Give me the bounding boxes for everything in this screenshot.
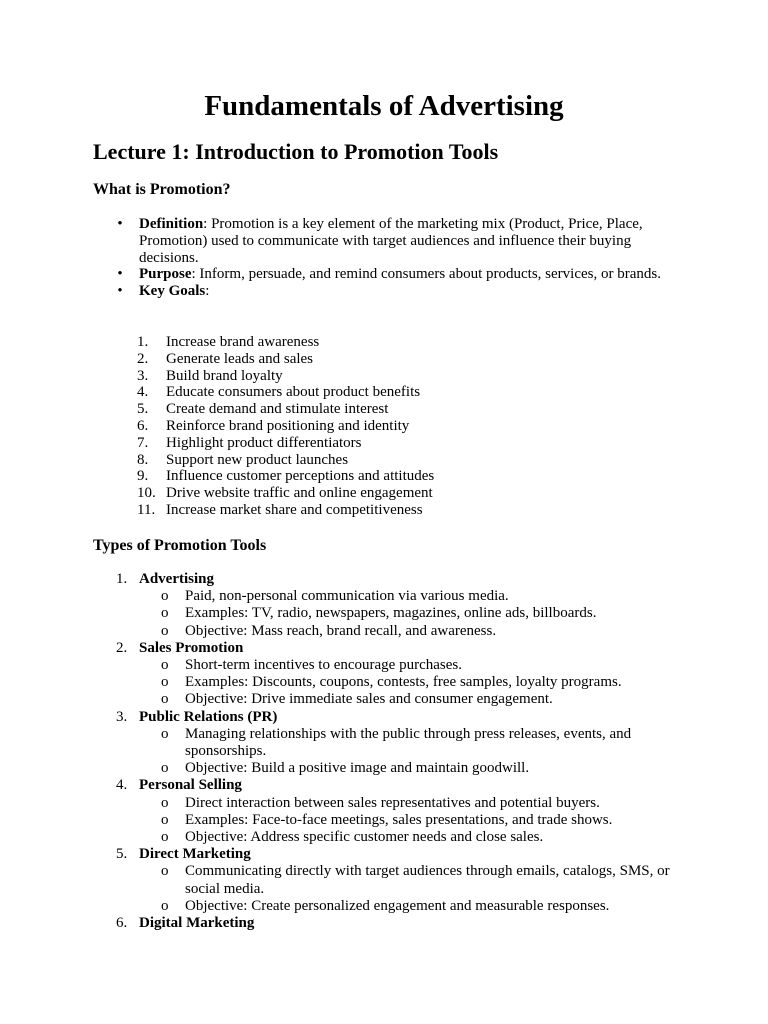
promotion-tool-item: [93, 640, 683, 709]
promotion-tool-item: [93, 571, 683, 640]
bullet-definition: [93, 216, 673, 266]
purpose-term: Purpose: [139, 266, 192, 283]
tool-detail-text: Objective: Build a positive image and maintain goodwill.: [185, 760, 530, 777]
goal-item: [93, 485, 434, 502]
goal-text: Educate consumers about product benefits: [166, 384, 421, 401]
tool-detail-text: Objective: Drive immediate sales and consumer engagement.: [185, 691, 553, 708]
goal-number: 11.: [137, 501, 156, 518]
bullet-marker: •: [117, 266, 123, 283]
tool-name: Advertising: [139, 571, 214, 587]
tool-name: Sales Promotion: [139, 639, 244, 656]
goal-text: Increase market share and competitiveness: [166, 501, 423, 518]
goal-text: Support new product launches: [166, 451, 349, 468]
tool-detail-item: [139, 898, 683, 915]
goal-number: 7.: [137, 434, 149, 451]
goal-text: Generate leads and sales: [166, 350, 314, 367]
goal-number: 8.: [137, 451, 149, 468]
goal-item: [93, 502, 434, 519]
promotion-tool-item: [93, 777, 683, 846]
goal-text: Increase brand awareness: [166, 334, 320, 350]
goal-number: 2.: [137, 350, 149, 367]
tool-number: 4.: [116, 777, 128, 794]
tool-detail-list: [139, 863, 683, 915]
goal-text: Reinforce brand positioning and identity: [166, 417, 410, 434]
tool-name: Direct Marketing: [139, 846, 251, 863]
tool-name: Personal Selling: [139, 777, 242, 794]
goal-item: [93, 418, 434, 435]
sub-bullet-marker: o: [161, 588, 169, 605]
tool-detail-list: [139, 726, 683, 778]
sub-bullet-marker: o: [161, 794, 169, 811]
goal-text: Highlight product differentiators: [166, 434, 362, 451]
tool-detail-text: Objective: Create personalized engagement and measurable responses.: [185, 897, 610, 914]
document-title: Fundamentals of Advertising: [204, 90, 564, 122]
bullet-marker: •: [117, 216, 123, 232]
tool-detail-item: [139, 812, 683, 829]
tool-detail-item: [139, 623, 683, 640]
tool-number: 3.: [116, 708, 128, 725]
goal-text: Create demand and stimulate interest: [166, 401, 389, 418]
promotion-tool-item: [93, 709, 683, 778]
tool-detail-item: [139, 674, 683, 691]
tool-detail-text: Examples: TV, radio, newspapers, magazines, online ads, billboards.: [185, 605, 597, 622]
sub-bullet-marker: o: [161, 622, 169, 639]
tool-detail-item: [139, 726, 683, 760]
goal-text: Influence customer perceptions and attitudes: [166, 468, 435, 485]
sub-bullet-marker: o: [161, 691, 169, 708]
sub-bullet-marker: o: [161, 897, 169, 914]
section-heading-what-is-promotion: What is Promotion?: [93, 181, 231, 198]
tool-detail-item: [139, 863, 683, 897]
promotion-bullet-list: [93, 216, 673, 300]
sub-bullet-marker: o: [161, 811, 169, 828]
key-goals-list: [93, 334, 434, 519]
tool-name: Public Relations (PR): [139, 708, 278, 725]
key-goals-text: :: [205, 283, 210, 300]
goal-number: 9.: [137, 468, 149, 485]
goal-item: [93, 368, 434, 385]
goal-item: [93, 334, 434, 351]
promotion-tool-item: [93, 846, 683, 915]
tool-detail-item: [139, 657, 683, 674]
tool-detail-item: [139, 795, 683, 812]
goal-text: Drive website traffic and online engagement: [166, 485, 433, 502]
sub-bullet-marker: o: [161, 674, 169, 691]
goal-number: 10.: [137, 485, 156, 502]
tool-detail-item: [139, 691, 683, 708]
tool-detail-text: Communicating directly with target audiences through emails, catalogs, SMS, or social media.: [185, 863, 670, 897]
tool-number: 2.: [116, 639, 128, 656]
sub-bullet-marker: o: [161, 863, 169, 880]
sub-bullet-marker: o: [161, 725, 169, 742]
lecture-title: Lecture 1: Introduction to Promotion Tools: [93, 139, 499, 164]
tool-number: 6.: [116, 915, 128, 932]
goal-number: 4.: [137, 384, 149, 401]
goal-item: [93, 384, 434, 401]
bullet-purpose: [93, 266, 673, 283]
bullet-key-goals: [93, 283, 673, 300]
sub-bullet-marker: o: [161, 760, 169, 777]
tool-name: Digital Marketing: [139, 915, 255, 932]
tool-detail-item: [139, 588, 683, 605]
tool-detail-text: Paid, non-personal communication via various media.: [185, 588, 509, 605]
goal-item: [93, 351, 434, 368]
sub-bullet-marker: o: [161, 605, 169, 622]
goal-text: Build brand loyalty: [166, 367, 283, 384]
tool-number: 5.: [116, 846, 128, 863]
tool-detail-text: Examples: Discounts, coupons, contests, free samples, loyalty programs.: [185, 674, 622, 691]
bullet-marker: •: [117, 283, 123, 300]
tool-detail-text: Managing relationships with the public through press releases, events, and sponsorships.: [185, 725, 632, 760]
goal-item: [93, 435, 434, 452]
tool-detail-list: [139, 657, 683, 709]
tool-detail-list: [139, 795, 683, 847]
key-goals-term: Key Goals: [139, 283, 206, 300]
goal-item: [93, 468, 434, 485]
definition-text: : Promotion is a key element of the marketing mix (Product, Price, Place, Promotion) used to communicate with target audiences and influence their buying decisions.: [139, 216, 643, 266]
tool-detail-text: Examples: Face-to-face meetings, sales presentations, and trade shows.: [185, 811, 613, 828]
goal-item: [93, 452, 434, 469]
goal-number: 6.: [137, 417, 149, 434]
goal-number: 3.: [137, 367, 149, 384]
definition-term: Definition: [139, 216, 204, 232]
sub-bullet-marker: o: [161, 829, 169, 846]
tool-detail-text: Short-term incentives to encourage purchases.: [185, 657, 462, 674]
goal-number: 5.: [137, 401, 149, 418]
promotion-tool-item: [93, 915, 683, 932]
promotion-tools-list: [93, 571, 683, 932]
tool-detail-text: Objective: Address specific customer needs and close sales.: [185, 829, 544, 846]
tool-detail-list: [139, 588, 683, 640]
tool-number: 1.: [116, 571, 128, 587]
section-heading-types-of-promotion-tools: Types of Promotion Tools: [93, 537, 267, 554]
tool-detail-text: Direct interaction between sales representatives and potential buyers.: [185, 794, 600, 811]
sub-bullet-marker: o: [161, 657, 169, 674]
tool-detail-item: [139, 829, 683, 846]
purpose-text: : Inform, persuade, and remind consumers about products, services, or brands.: [191, 266, 661, 283]
goal-item: [93, 401, 434, 418]
tool-detail-item: [139, 760, 683, 777]
tool-detail-item: [139, 605, 683, 622]
goal-number: 1.: [137, 334, 149, 350]
tool-detail-text: Objective: Mass reach, brand recall, and awareness.: [185, 622, 497, 639]
